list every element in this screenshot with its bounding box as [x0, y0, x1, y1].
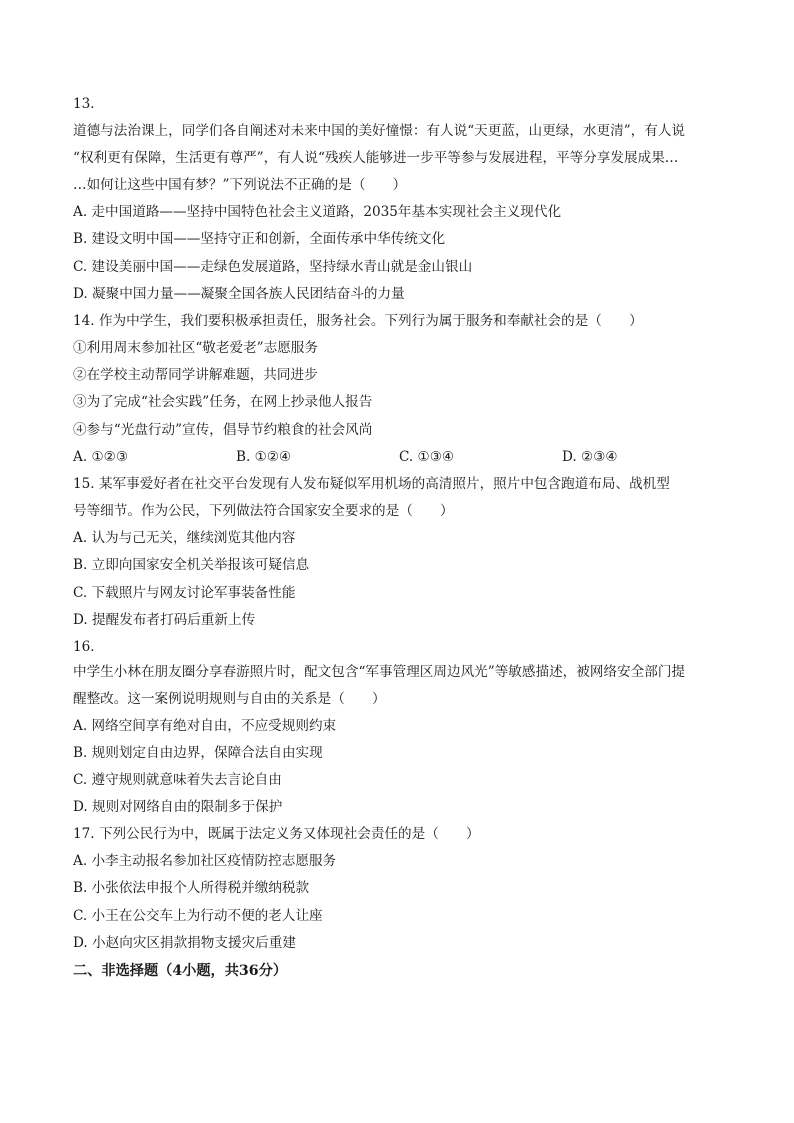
q15-option-b: B. 立即向国家安全机关举报该可疑信息	[73, 557, 310, 573]
q13-option-c: C. 建设美丽中国——走绿色发展道路，坚持绿水青山就是金山银山	[73, 259, 473, 275]
q14-item-3: ③为了完成“社会实践”任务，在网上抄录他人报告	[73, 394, 373, 410]
q15-option-d: D. 提醒发布者打码后重新上传	[73, 612, 256, 628]
q14-item-1: ①利用周末参加社区“敬老爱老”志愿服务	[73, 340, 318, 356]
q17-option-d: D. 小赵向灾区捐款捐物支援灾后重建	[73, 935, 296, 951]
q14-item-4: ④参与“光盘行动”宣传，倡导节约粮食的社会风尚	[73, 422, 373, 438]
q14-option-a: A. ①②③	[73, 449, 129, 465]
q14-options-row	[73, 448, 713, 466]
q14-item-2: ②在学校主动帮同学讲解难题，共同进步	[73, 367, 318, 383]
q15-stem-line-2: 号等细节。作为公民，下列做法符合国家安全要求的是（ ）	[73, 503, 454, 519]
q15-stem-line-1: 15. 某军事爱好者在社交平台发现有人发布疑似军用机场的高清照片，照片中包含跑道布局、战机型	[73, 476, 670, 492]
q17-option-c: C. 小王在公交车上为行动不便的老人让座	[73, 908, 323, 924]
q15-option-c: C. 下载照片与网友讨论军事装备性能	[73, 585, 296, 601]
q15-option-a: A. 认为与己无关，继续浏览其他内容	[73, 530, 296, 546]
section-heading: 二、非选择题（4小题，共36分）	[73, 963, 288, 979]
q13-option-a: A. 走中国道路——坚持中国特色社会主义道路，2035年基本实现社会主义现代化	[73, 204, 562, 220]
q16-option-d: D. 规则对网络自由的限制多于保护	[73, 799, 283, 815]
q14-option-d: D. ②③④	[562, 449, 618, 465]
q13-stem-line-2: “权利更有保障，生活更有尊严”，有人说“残疾人能够进一步平等参与发展进程，平等分享发展成果…	[73, 150, 679, 166]
q16-stem-line-2: 醒整改。这一案例说明规则与自由的关系是（ ）	[73, 691, 386, 707]
q16-stem-line-1: 中学生小林在朋友圈分享春游照片时，配文包含“军事管理区周边风光”等敏感描述，被网络安全部门提	[73, 664, 686, 680]
q13-number: 13.	[73, 96, 95, 112]
q16-option-a: A. 网络空间享有绝对自由，不应受规则约束	[73, 718, 337, 734]
q16-number: 16.	[73, 639, 95, 655]
q16-option-c: C. 遵守规则就意味着失去言论自由	[73, 772, 282, 788]
q17-option-a: A. 小李主动报名参加社区疫情防控志愿服务	[73, 853, 337, 869]
q13-option-d: D. 凝聚中国力量——凝聚全国各族人民团结奋斗的力量	[73, 286, 405, 302]
q13-stem-line-3: …如何让这些中国有梦？”下列说法不正确的是（ ）	[73, 177, 407, 193]
q17-option-b: B. 小张依法申报个人所得税并缴纳税款	[73, 880, 310, 896]
q13-option-b: B. 建设文明中国——坚持守正和创新，全面传承中华传统文化	[73, 231, 446, 247]
q13-stem-line-1: 道德与法治课上，同学们各自阐述对未来中国的美好憧憬：有人说“天更蓝，山更绿，水更清”，有人说	[73, 123, 686, 139]
q14-option-c: C. ①③④	[399, 449, 455, 465]
q17-stem: 17. 下列公民行为中，既属于法定义务又体现社会责任的是（ ）	[73, 826, 480, 842]
q14-option-b: B. ①②④	[236, 449, 292, 465]
q16-option-b: B. 规则划定自由边界，保障合法自由实现	[73, 745, 323, 761]
q14-stem: 14. 作为中学生，我们要积极承担责任，服务社会。下列行为属于服务和奉献社会的是（ ）	[73, 313, 643, 329]
